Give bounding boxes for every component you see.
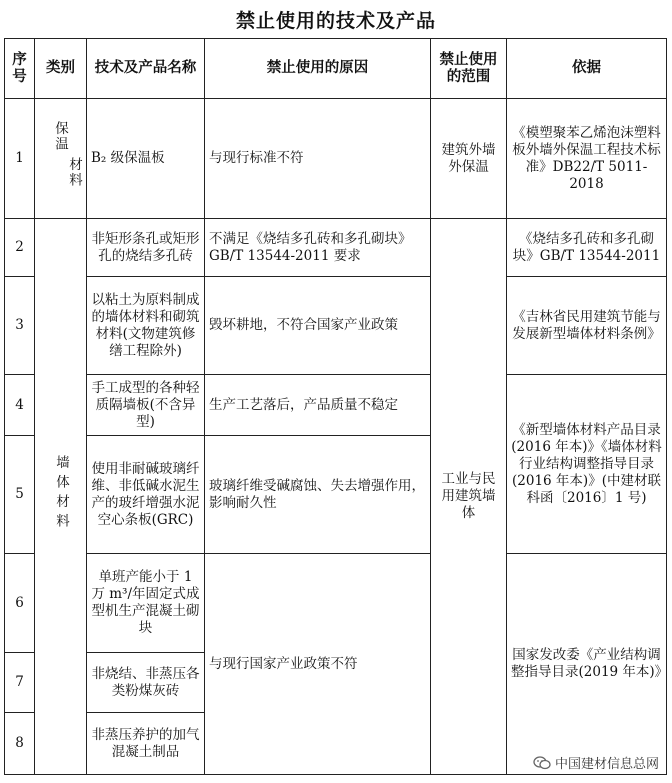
row-name: 以粘土为原料制成的墙体材料和砌筑材料(文物建筑修缮工程除外) — [87, 277, 205, 375]
row-reason-shared: 与现行国家产业政策不符 — [205, 554, 431, 775]
row-name: 单班产能小于 1 万 m³/年固定式成型机生产混凝土砌块 — [87, 554, 205, 653]
row-reason: 不满足《烧结多孔砖和多孔砌块》GB/T 13544-2011 要求 — [205, 219, 431, 277]
watermark-text: 中国建材信息总网 — [554, 757, 659, 772]
header-name: 技术及产品名称 — [87, 39, 205, 99]
scope-buildings: 工业与民用建筑墙体 — [431, 219, 507, 775]
row-reason: 玻璃纤维受碱腐蚀、失去增强作用，影响耐久性 — [205, 436, 431, 554]
scope-exterior: 建筑外墙外保温 — [431, 99, 507, 219]
basis-4: 《新型墙体材料产品目录(2016 年本)》《墙体材料行业结构调整指导目录(2016 年本)》(中建材联科函〔2016〕1 号) — [507, 375, 667, 554]
row-no: 2 — [5, 219, 35, 277]
row-reason: 与现行标准不符 — [205, 99, 431, 219]
header-category: 类别 — [35, 39, 87, 99]
row-name: 非矩形条孔或矩形孔的烧结多孔砖 — [87, 219, 205, 277]
row-no: 7 — [5, 653, 35, 713]
header-scope: 禁止使用的范围 — [431, 39, 507, 99]
row-name: 非蒸压养护的加气混凝土制品 — [87, 713, 205, 775]
row-no: 1 — [5, 99, 35, 219]
category-insulation-part1: 保温 — [52, 121, 68, 152]
row-reason: 生产工艺落后，产品质量不稳定 — [205, 375, 431, 436]
category-wall: 墙体材料 — [35, 219, 87, 775]
page-title: 禁止使用的技术及产品 — [235, 10, 436, 32]
row-name: 手工成型的各种轻质隔墙板(不含异型) — [87, 375, 205, 436]
table-row — [5, 554, 667, 653]
header-reason: 禁止使用的原因 — [205, 39, 431, 99]
wechat-icon — [533, 756, 551, 770]
row-name: B₂ 级保温板 — [87, 99, 205, 219]
row-name: 非烧结、非蒸压各类粉煤灰砖 — [87, 653, 205, 713]
watermark — [530, 752, 662, 773]
row-no: 3 — [5, 277, 35, 375]
table-header-row — [5, 39, 667, 99]
row-no: 8 — [5, 713, 35, 775]
row-reason: 毁坏耕地，不符合国家产业政策 — [205, 277, 431, 375]
basis-1: 《模塑聚苯乙烯泡沫塑料板外墙外保温工程技术标准》DB22/T 5011-2018 — [507, 99, 667, 219]
row-no: 6 — [5, 554, 35, 653]
row-no: 4 — [5, 375, 35, 436]
category-insulation-part2: 材料 — [66, 157, 82, 188]
table-row — [5, 99, 667, 219]
row-name: 使用非耐碱玻璃纤维、非低碱水泥生产的玻纤增强水泥空心条板(GRC) — [87, 436, 205, 554]
basis-3: 《吉林省民用建筑节能与发展新型墙体材料条例》 — [507, 277, 667, 375]
row-no: 5 — [5, 436, 35, 554]
category-insulation — [35, 99, 87, 219]
header-no: 序号 — [5, 39, 35, 99]
basis-5: 国家发改委《产业结构调整指导目录(2019 年本)》 — [507, 554, 667, 775]
table-row — [5, 219, 667, 277]
prohibited-products-table — [4, 38, 667, 775]
basis-2: 《烧结多孔砖和多孔砌块》GB/T 13544-2011 — [507, 219, 667, 277]
table-row — [5, 277, 667, 375]
header-basis: 依据 — [507, 39, 667, 99]
table-row — [5, 375, 667, 436]
